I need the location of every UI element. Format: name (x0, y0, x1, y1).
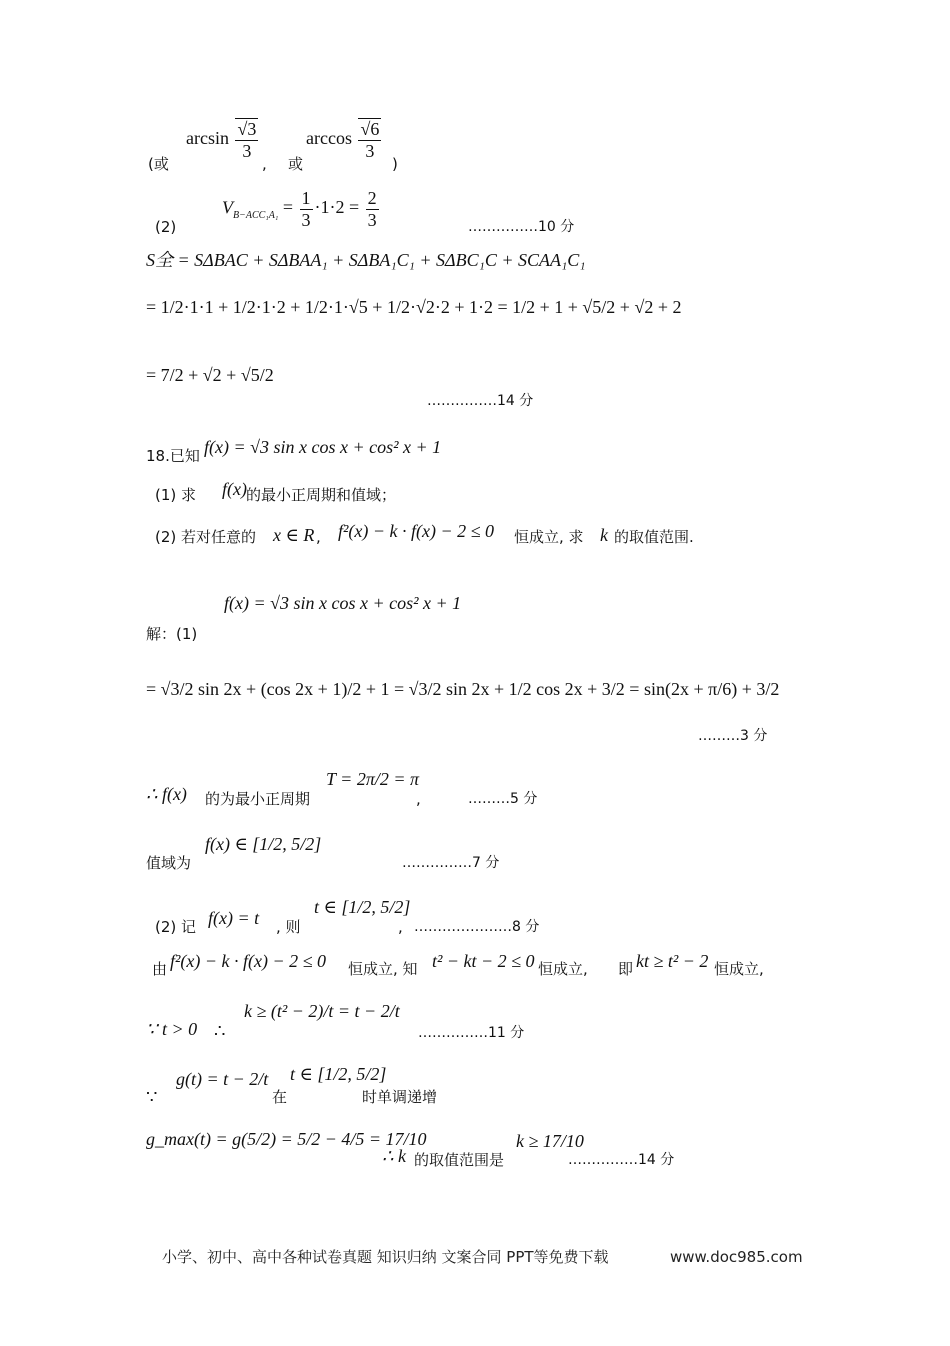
score-8: …………………8 分 (414, 919, 540, 935)
q18-part2-inequality: f²(x) − k · f(x) − 2 ≤ 0 (338, 521, 495, 541)
k-inequality: k ≥ (t² − 2)/t = t − 2/t (244, 1001, 400, 1021)
k-range-text: 的取值范围是 (414, 1151, 505, 1169)
by-word: 由 (152, 960, 168, 978)
score-14-a: ……………14 分 (427, 393, 534, 409)
part2-ft: f(x) = t (208, 908, 260, 928)
surface-line-2: = 1/2·1·1 + 1/2·1·2 + 1/2·1·√5 + 1/2·√2·2 + 1·2 = 1/2 + 1 + √5/2 + √2 + 2 (146, 297, 682, 317)
surface-line-3: = 7/2 + √2 + √5/2 (146, 365, 274, 385)
q18-part1-label: (1) 求 (155, 486, 197, 504)
because-t: ∵ t > 0 (146, 1019, 198, 1039)
surface-total: S全 = SΔBAC + SΔBAA₁ + SΔBA₁C₁ + SΔBC₁C + SCAA₁C₁ (146, 250, 586, 270)
monotone-text: 时单调递增 (362, 1088, 438, 1106)
period-formula: T = 2π/2 = π (326, 769, 420, 789)
comma: , (262, 155, 267, 173)
part2-then: , 则 (276, 918, 301, 936)
solution-step-1: = √3/2 sin 2x + (cos 2x + 1)/2 + 1 = √3/2 sin 2x + 1/2 cos 2x + 3/2 = sin(2x + π/6) + 3/2 (146, 679, 780, 699)
footer-text: 小学、初中、高中各种试卷真题 知识归纳 文案合同 PPT等免费下载 (162, 1248, 609, 1266)
q18-part2-label: (2) 若对任意的 (155, 528, 257, 546)
solution-jie: 解：(1) (146, 625, 198, 643)
part2-trange: t ∈ [1/2, 5/2] (314, 897, 411, 917)
therefore-fx: ∴ f(x) (146, 784, 187, 804)
score-10: ……………10 分 (468, 219, 575, 235)
score-3: ………3 分 (698, 728, 768, 744)
footer-url[interactable]: www.doc985.com (670, 1248, 803, 1266)
part2-comma: , (398, 918, 403, 936)
score-5: ………5 分 (468, 791, 538, 807)
hold-text-2: 恒成立, (538, 960, 588, 978)
therefore-k: ∴ k (382, 1146, 406, 1166)
q18-part2-comma: , (316, 528, 321, 546)
volume-formula: $V_{B-ACC_1A_1}$ = $\frac{1}{3}$ ·1·2 = $\frac{2}{3}$ (222, 188, 377, 230)
arccos-expr: arccos $\frac{√6}{3}$ (306, 119, 380, 161)
period-comma: , (416, 790, 421, 808)
g-range: t ∈ [1/2, 5/2] (290, 1064, 387, 1084)
hold-text-1: 恒成立, 知 (348, 960, 418, 978)
q18-part2-text1: 恒成立, 求 (514, 528, 584, 546)
k-result: k ≥ 17/10 (516, 1131, 584, 1151)
in-word: 在 (272, 1088, 288, 1106)
ie-word: 即 (618, 960, 634, 978)
or-open: (或 (148, 155, 169, 173)
arcsin-expr: arcsin $\frac{√3}{3}$ (186, 119, 257, 161)
range-formula: f(x) ∈ [1/2, 5/2] (205, 834, 322, 854)
kt-inequality: kt ≥ t² − 2 (636, 951, 709, 971)
score-14: ……………14 分 (568, 1152, 675, 1168)
q18-part2-k: k (600, 525, 608, 545)
q18-part1-text: 的最小正周期和值域； (246, 486, 397, 504)
q18-part1-fx: f(x) (222, 479, 247, 499)
q18-part2-text2: 的取值范围. (614, 528, 694, 546)
gmax-formula: g_max(t) = g(5/2) = 5/2 − 4/5 = 17/10 (146, 1129, 427, 1149)
q18-function: f(x) = √3 sin x cos x + cos² x + 1 (204, 437, 442, 457)
hold-text-3: 恒成立, (714, 960, 764, 978)
t-inequality: t² − kt − 2 ≤ 0 (432, 951, 535, 971)
because-sign: ∵ (146, 1087, 158, 1107)
solution-function: f(x) = √3 sin x cos x + cos² x + 1 (224, 593, 462, 613)
score-11: ……………11 分 (418, 1025, 525, 1041)
or-word: 或 (288, 155, 304, 173)
by-inequality: f²(x) − k · f(x) − 2 ≤ 0 (170, 951, 327, 971)
period-text: 的为最小正周期 (205, 790, 311, 808)
therefore-sign: ∴ (214, 1021, 226, 1041)
g-definition: g(t) = t − 2/t (176, 1069, 269, 1089)
part2-label: (2) 记 (155, 918, 197, 936)
range-text: 值域为 (146, 854, 192, 872)
q18-label: 18.已知 (146, 447, 200, 465)
or-close: ) (392, 155, 398, 173)
item-2-label: (2) (155, 218, 177, 236)
q18-part2-xr: x ∈ R (273, 525, 315, 545)
score-7: ……………7 分 (402, 855, 500, 871)
